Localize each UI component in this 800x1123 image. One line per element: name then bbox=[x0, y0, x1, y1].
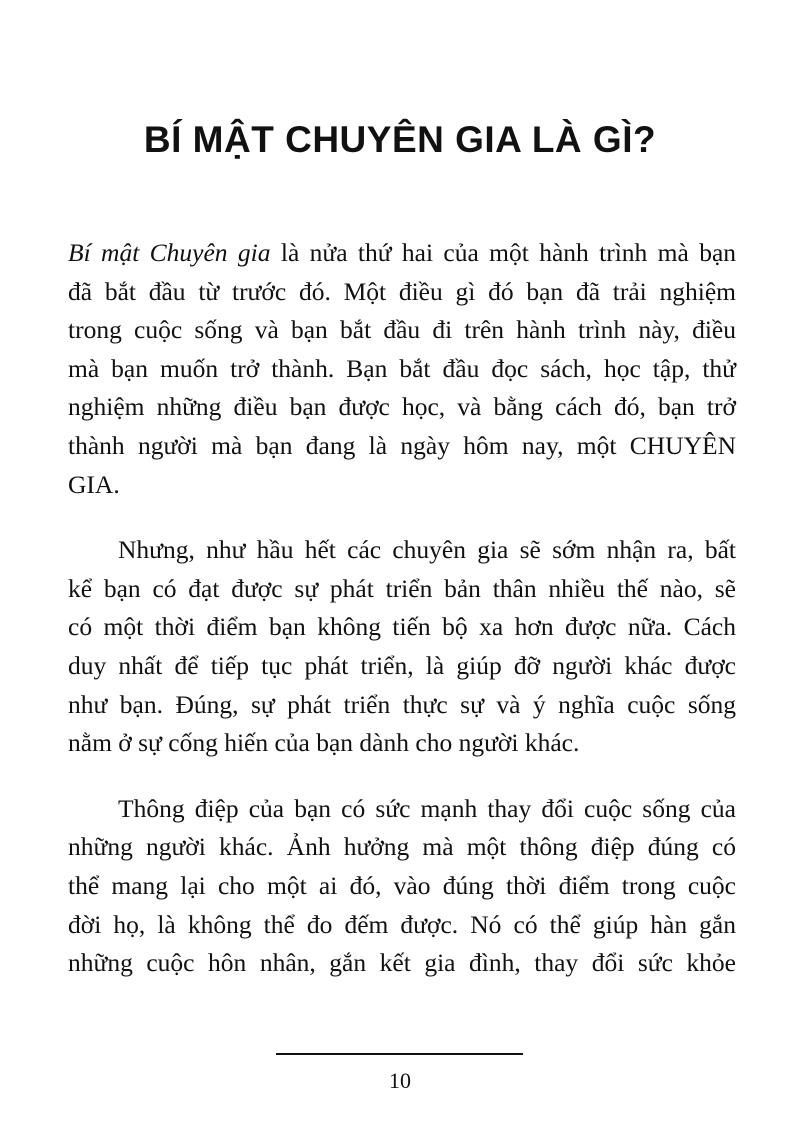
text-line: có một thời điểm bạn không tiến bộ xa hơn được nữa. Cách bbox=[68, 612, 736, 642]
text-line: mà bạn muốn trở thành. Bạn bắt đầu đọc sách, học tập, thử bbox=[68, 353, 736, 383]
text-line: đời họ, là không thể đo đếm được. Nó có thể giúp hàn gắn bbox=[68, 909, 736, 939]
text-line: thể mang lại cho một ai đó, vào đúng thời điểm trong cuộc bbox=[68, 870, 736, 900]
text-line: những người khác. Ảnh hưởng mà một thông điệp đúng có bbox=[68, 832, 736, 862]
paragraph-3 bbox=[68, 790, 736, 983]
paragraph-1 bbox=[68, 234, 736, 504]
page-number: 10 bbox=[389, 1068, 411, 1093]
text-line: những cuộc hôn nhân, gắn kết gia đình, thay đổi sức khỏe bbox=[68, 948, 736, 978]
paragraph-2 bbox=[68, 531, 736, 763]
book-title-italic: Bí mật Chuyên gia bbox=[68, 238, 271, 267]
footer-divider bbox=[276, 1053, 523, 1055]
chapter-title: BÍ MẬT CHUYÊN GIA LÀ GÌ? bbox=[143, 119, 657, 160]
text-line: đã bắt đầu từ trước đó. Một điều gì đó bạn đã trải nghiệm bbox=[68, 276, 736, 306]
text-line: như bạn. Đúng, sự phát triển thực sự và ý nghĩa cuộc sống bbox=[68, 689, 736, 719]
text-line: Thông điệp của bạn có sức mạnh thay đổi cuộc sống của bbox=[118, 793, 736, 823]
text-line: trong cuộc sống và bạn bắt đầu đi trên hành trình này, điều bbox=[68, 315, 736, 345]
text-line: nằm ở sự cống hiến của bạn dành cho người khác. bbox=[68, 728, 580, 758]
text-line: kể bạn có đạt được sự phát triển bản thân nhiều thế nào, sẽ bbox=[68, 573, 736, 603]
text-line: Bí mật Chuyên gia là nửa thứ hai của một hành trình mà bạn bbox=[68, 238, 737, 267]
text-line: GIA. bbox=[68, 469, 120, 499]
text-line: nghiệm những điều bạn được học, và bằng cách đó, bạn trở bbox=[68, 392, 736, 422]
text-line: duy nhất để tiếp tục phát triển, là giúp đỡ người khác được bbox=[68, 650, 736, 680]
text-line: thành người mà bạn đang là ngày hôm nay, một CHUYÊN bbox=[68, 430, 736, 460]
text-line: Nhưng, như hầu hết các chuyên gia sẽ sớm nhận ra, bất bbox=[118, 535, 736, 565]
body-text bbox=[68, 234, 736, 983]
